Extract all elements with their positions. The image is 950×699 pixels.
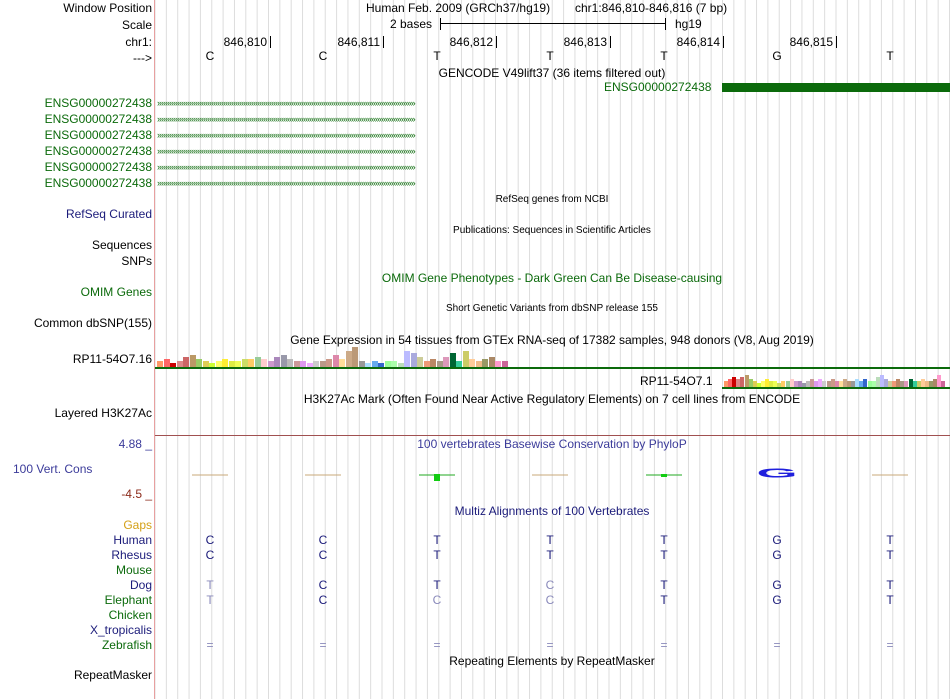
gencode-row-arrows[interactable]: ››››››››››››››››››››››››››››››››››››››››››››››››››››››››››››››››››››››››››››››››››››››››››››››››››››››››››››››››››››››››››››››››› <box>157 178 415 188</box>
alignment-base: = <box>660 638 668 652</box>
omim-title[interactable]: OMIM Gene Phenotypes - Dark Green Can Be Disease-causing <box>381 271 723 285</box>
alignment-base: = <box>886 638 894 652</box>
ruler-tick <box>383 36 384 48</box>
ruler-position: 846,814 <box>676 35 720 49</box>
alignment-base: C <box>318 548 328 562</box>
phylop-score-bar <box>661 474 667 477</box>
snps-label[interactable]: SNPs <box>121 254 152 268</box>
phylop-score-bar <box>434 474 440 481</box>
reference-base: C <box>318 49 328 63</box>
species-label[interactable]: Mouse <box>115 563 152 577</box>
h3k27ac-label[interactable]: Layered H3K27Ac <box>54 406 152 420</box>
gtex-tissue-bar[interactable] <box>404 351 410 367</box>
gencode-row-label[interactable]: ENSG00000272438 <box>44 128 152 142</box>
alignment-base: = <box>773 638 781 652</box>
dbsnp-label[interactable]: Common dbSNP(155) <box>33 316 152 330</box>
publications-title[interactable]: Publications: Sequences in Scientific Articles <box>453 225 651 236</box>
multiz-title[interactable]: Multiz Alignments of 100 Vertebrates <box>454 504 650 518</box>
alignment-base: C <box>318 533 328 547</box>
range-text: chr1:846,810-846,816 (7 bp) <box>575 1 728 15</box>
gtex-tissue-bar[interactable] <box>255 357 261 367</box>
ruler-position: 846,810 <box>223 35 267 49</box>
phylop-min: -4.5 _ <box>121 487 152 501</box>
reference-base: T <box>546 49 554 63</box>
gtex-gene2-line <box>722 387 950 389</box>
alignment-base: G <box>772 548 782 562</box>
alignment-base: T <box>660 593 668 607</box>
alignment-base: G <box>772 593 782 607</box>
alignment-base: C <box>205 533 215 547</box>
gtex-tissue-bar[interactable] <box>430 359 436 367</box>
reference-base: T <box>886 49 894 63</box>
alignment-base: T <box>546 533 554 547</box>
reference-base: G <box>772 49 782 63</box>
alignment-base: T <box>886 548 894 562</box>
ruler-position: 846,812 <box>449 35 493 49</box>
gencode-top-item[interactable]: ENSG00000272438 <box>604 80 712 94</box>
gtex-tissue-bar[interactable] <box>346 351 352 367</box>
gencode-row-arrows[interactable]: ››››››››››››››››››››››››››››››››››››››››››››››››››››››››››››››››››››››››››››››››››››››››››››››››››››››››››››››››››››››››››››››››› <box>157 114 415 124</box>
phylop-max: 4.88 _ <box>118 437 152 451</box>
refseq-title[interactable]: RefSeq genes from NCBI <box>495 194 609 205</box>
gencode-row-arrows[interactable]: ››››››››››››››››››››››››››››››››››››››››››››››››››››››››››››››››››››››››››››››››››››››››››››››››››››››››››››››››››››››››››››››››› <box>157 146 415 156</box>
gencode-row-label[interactable]: ENSG00000272438 <box>44 160 152 174</box>
alignment-base: = <box>206 638 214 652</box>
repeatmasker-title[interactable]: Repeating Elements by RepeatMasker <box>449 654 655 668</box>
alignment-base: C <box>545 578 555 592</box>
alignment-base: T <box>886 578 894 592</box>
gtex-tissue-bar[interactable] <box>417 357 423 367</box>
species-label[interactable]: Dog <box>129 578 152 592</box>
gtex-tissue-bar[interactable] <box>261 359 267 367</box>
species-label[interactable]: Rhesus <box>111 548 152 562</box>
gtex-tissue-bar[interactable] <box>489 357 495 367</box>
ruler-position: 846,815 <box>789 35 833 49</box>
ruler-position: 846,813 <box>563 35 607 49</box>
gtex-tissue-bar[interactable] <box>443 357 449 367</box>
scale-label: Scale <box>121 18 152 32</box>
omim-label[interactable]: OMIM Genes <box>80 285 152 299</box>
gtex-tissue-bar[interactable] <box>339 359 345 367</box>
ruler-tick <box>610 36 611 48</box>
alignment-base: T <box>886 533 894 547</box>
gtex-tissue-bar[interactable] <box>352 347 358 367</box>
gtex-tissue-bar[interactable] <box>242 359 248 367</box>
phylop-logo-base: G <box>756 465 798 481</box>
h3k27ac-baseline <box>155 435 950 436</box>
alignment-base: C <box>545 593 555 607</box>
gencode-row-arrows[interactable]: ››››››››››››››››››››››››››››››››››››››››››››››››››››››››››››››››››››››››››››››››››››››››››››››››››››››››››››››››››››››››››››››››› <box>157 98 415 108</box>
alignment-base: = <box>546 638 554 652</box>
alignment-base: G <box>772 533 782 547</box>
window-position-label: Window Position <box>63 1 152 15</box>
gtex-tissue-bar[interactable] <box>196 359 202 367</box>
gtex-gene2-bars[interactable] <box>722 367 950 387</box>
strand-label: ---> <box>133 51 152 65</box>
ruler-tick <box>496 36 497 48</box>
gtex-tissue-bar[interactable] <box>450 353 456 367</box>
alignment-base: T <box>433 548 441 562</box>
alignment-base: T <box>433 578 441 592</box>
alignment-base: T <box>206 578 214 592</box>
gaps-label: Gaps <box>123 518 152 532</box>
gtex-tissue-bar[interactable] <box>281 355 287 367</box>
refseq-label[interactable]: RefSeq Curated <box>65 207 152 221</box>
alignment-base: C <box>318 593 328 607</box>
species-label[interactable]: Chicken <box>108 608 152 622</box>
alignment-base: = <box>433 638 441 652</box>
species-label[interactable]: Elephant <box>104 593 152 607</box>
gtex-tissue-bar[interactable] <box>183 357 189 367</box>
ruler-position: 846,811 <box>337 35 380 49</box>
dbsnp-title[interactable]: Short Genetic Variants from dbSNP release 155 <box>446 303 658 314</box>
gtex-tissue-bar[interactable] <box>463 351 469 367</box>
gtex-gene1-bars[interactable] <box>155 347 950 367</box>
scale-db: hg19 <box>675 17 702 31</box>
sequences-label[interactable]: Sequences <box>91 238 152 252</box>
gencode-row-label[interactable]: ENSG00000272438 <box>44 144 152 158</box>
gtex-gene2-label[interactable]: RP11-54O7.1 <box>640 374 713 388</box>
gtex-tissue-bar[interactable] <box>248 359 254 367</box>
gtex-tissue-bar[interactable] <box>222 359 228 367</box>
ruler-tick <box>836 36 837 48</box>
alignment-base: = <box>319 638 327 652</box>
gencode-row-label[interactable]: ENSG00000272438 <box>44 96 152 110</box>
alignment-base: T <box>206 593 214 607</box>
alignment-base: C <box>205 548 215 562</box>
alignment-base: C <box>318 578 328 592</box>
chrom-label: chr1: <box>125 35 152 49</box>
gtex-tissue-bar[interactable] <box>333 355 339 367</box>
species-label[interactable]: Zebrafish <box>101 638 152 652</box>
h3k27ac-title[interactable]: H3K27Ac Mark (Often Found Near Active Regulatory Elements) on 7 cell lines from ENCODE <box>303 392 801 406</box>
phylop-title[interactable]: 100 vertebrates Basewise Conservation by PhyloP <box>417 437 687 451</box>
gtex-tissue-bar[interactable] <box>411 353 417 367</box>
gencode-title[interactable]: GENCODE V49lift37 (36 items filtered out) <box>438 66 666 80</box>
gtex-tissue-bar[interactable] <box>287 359 293 367</box>
assembly-text: Human Feb. 2009 (GRCh37/hg19) <box>366 1 551 15</box>
gencode-row-arrows[interactable]: ››››››››››››››››››››››››››››››››››››››››››››››››››››››››››››››››››››››››››››››››››››››››››››››››››››››››››››››››››››››››››››››››› <box>157 162 415 172</box>
reference-base: T <box>660 49 668 63</box>
species-label[interactable]: X_tropicalis <box>89 623 152 637</box>
gtex-tissue-bar[interactable] <box>164 359 170 367</box>
gtex-title[interactable]: Gene Expression in 54 tissues from GTEx RNA-seq of 17382 samples, 948 donors (V8, Aug 2019) <box>290 333 814 347</box>
alignment-base: T <box>546 548 554 562</box>
scale-bar <box>440 17 666 31</box>
alignment-base: G <box>772 578 782 592</box>
gencode-row-label[interactable]: ENSG00000272438 <box>44 176 152 190</box>
gtex-tissue-bar[interactable] <box>190 355 196 367</box>
gencode-row-arrows[interactable]: ››››››››››››››››››››››››››››››››››››››››››››››››››››››››››››››››››››››››››››››››››››››››››››››››››››››››››››››››››››››››››››››››› <box>157 130 415 140</box>
repeatmasker-label[interactable]: RepeatMasker <box>73 668 152 682</box>
species-label[interactable]: Human <box>113 533 152 547</box>
gtex-tissue-bar[interactable] <box>482 359 488 367</box>
gtex-gene1-label[interactable]: RP11-54O7.16 <box>72 352 152 366</box>
phylop-label[interactable]: 100 Vert. Cons <box>13 462 93 476</box>
alignment-base: T <box>660 533 668 547</box>
alignment-base: T <box>660 578 668 592</box>
gencode-row-label[interactable]: ENSG00000272438 <box>44 112 152 126</box>
phylop-graph[interactable] <box>155 455 950 485</box>
alignment-base: T <box>886 593 894 607</box>
reference-base: C <box>205 49 215 63</box>
gtex-tissue-bar[interactable] <box>274 357 280 367</box>
gencode-exon-bar[interactable] <box>722 83 950 92</box>
ruler-tick <box>723 36 724 48</box>
reference-base: T <box>433 49 441 63</box>
ruler-tick <box>270 36 271 48</box>
gtex-tissue-bar[interactable] <box>326 359 332 367</box>
alignment-base: T <box>433 533 441 547</box>
alignment-base: T <box>660 548 668 562</box>
alignment-base: C <box>432 593 442 607</box>
scale-text: 2 bases <box>390 17 433 31</box>
gtex-tissue-bar[interactable] <box>469 359 475 367</box>
